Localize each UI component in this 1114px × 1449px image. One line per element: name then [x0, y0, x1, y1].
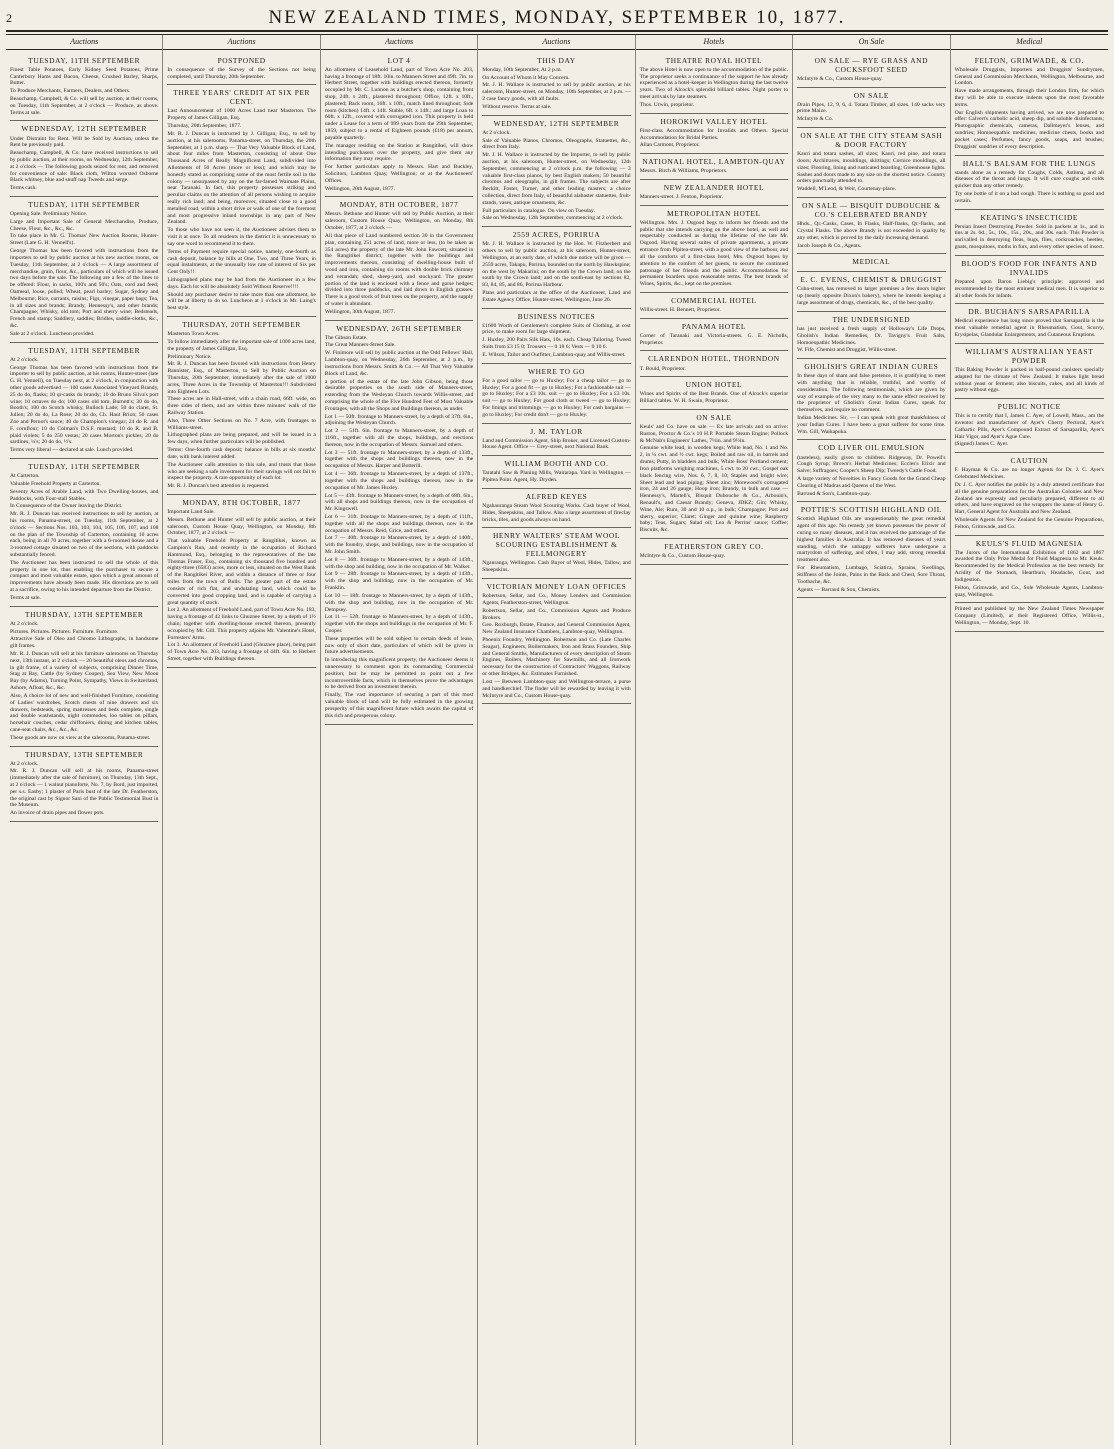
- ad-heading: FELTON, GRIMWADE, & CO.: [974, 55, 1084, 65]
- ad-text: Land and Commission Agent, Ship Broker, and Licensed Custom-House Agent. Office — Grey-street, next National Bank.: [482, 437, 631, 451]
- ad-text: Plans and particulars at the office of the Auctioneer, Land and Estate Agency Office, Hunter-street, Wellington, June 26.: [482, 289, 631, 303]
- advertisement: [482, 227, 630, 308]
- ad-text: (Signed) James C. Ayer.: [954, 441, 1009, 448]
- ad-heading: UNION HOTEL: [685, 380, 743, 390]
- ad-text: Robertson, Sellar, and Co., Commission Agents and Produce Brokers.: [482, 607, 631, 621]
- ad-heading: POSTPONED: [217, 55, 266, 65]
- ad-heading: BLOOD'S FOOD FOR INFANTS AND INVALIDS: [961, 258, 1098, 277]
- ad-text: Finest Table Potatoes, Early Kidney Seed Potatoes, Prime Canterbury Hams and Bacon, Cheese, Crushed Barley, Sharps, Butter.: [10, 66, 159, 87]
- ad-text: Wellington. Mrs. J. Osgood begs to inform her friends and the public that she intends carrying on the above hotel, as well and respectably conducted as during the lifetime of the late Mr. Osgood. Having several suites of private apartments, a private entrance from Pipitea-street, with a good view of the harbour, and all the comforts of a first-class hotel, Mrs. Osgood hopes by attention to the comfort of her guests, to secure the continued patronage of her friends and the public. Accommodation for permanent boarders upon reasonable terms. The best brands of Wines, Spirits, &c., kept on the premises.: [639, 219, 789, 288]
- ad-text: Sale on Wednesday, 12th September, commencing at 2 o'clock.: [482, 215, 624, 222]
- ad-heading: GHOLISH'S GREAT INDIAN CURES: [804, 362, 939, 372]
- ad-text: These goods are now on view at the salerooms, Panama-street.: [10, 734, 151, 741]
- advertisement: [640, 377, 788, 410]
- masthead: [6, 6, 1108, 32]
- ad-text: Messrs. Bethune and Hunter will sell by Public Auction, at their saleroom, Custom House Quay, Wellington, on Monday, 8th October, 1877, at 2 o'clock —: [324, 211, 474, 232]
- ad-text: These properties will be sold subject to certain deeds of lease, now only of short date, particulars of which will be given in future advertisements.: [324, 635, 474, 656]
- ad-text: Important Land Sale.: [167, 508, 215, 515]
- column-header: Hotels: [636, 35, 792, 50]
- ad-heading: J. M. TAYLOR: [530, 426, 583, 436]
- advertisement: [167, 85, 315, 317]
- ad-text: Last Announcement of 1000 Acres Land near Masterton. The Property of James Gilligan, Esq.: [167, 108, 316, 122]
- advertisement: [640, 114, 788, 154]
- advertisement: [10, 197, 158, 343]
- ad-text: Corner of Taranaki and Victoria-streets. G. E. Nicholls, Proprietor.: [639, 332, 789, 346]
- ad-heading: THURSDAY, 13TH SEPTEMBER: [24, 609, 144, 619]
- ad-text: Also, A choice lot of new and well-finished Furniture, consisting of Ladies' wardrobes, Scotch chests of nine drawers and six drawers, bedsteads, spring mattresses and beds complete, single and double washstands, night commodes, loo tables on pillars, horsehair couches, cedar chiffoniers, dining and kitchen tables, cane-seat chairs, &c., &c., &c.: [10, 692, 159, 733]
- ad-text: At 2 o'clock.: [10, 620, 39, 627]
- ad-heading: MEDICAL: [852, 257, 891, 267]
- advertisement: [797, 88, 945, 128]
- ad-heading: E. C. EVENS, CHEMIST & DRUGGIST: [800, 275, 943, 285]
- ad-text: Opening Sale. Preliminary Notice.: [10, 211, 88, 218]
- column-header: Medical: [951, 35, 1108, 50]
- ad-text: Lot 4 — 36ft. frontage to Manners-street, by a depth of 137ft., together with the shops and buildings thereon, now in the occupation of Mr. James Huxley.: [324, 471, 474, 491]
- ad-text: At 2 o'clock.: [10, 356, 39, 363]
- ad-text: Monday, 10th September, At 2 p.m.: [482, 66, 563, 73]
- ad-text: W. Fife, Chemist and Druggist, Willis-street.: [797, 347, 898, 354]
- ad-text: Lot 2. An allotment of Freehold Land, part of Town Acre No. 183, having a frontage of 42 links to Ghuznee Street, by a depth of 1½ chain; together with dwelling-house erected thereon, presently occupied by Mr. Gill. This property adjoins Mr. Valentine's Hotel, Forresters' Arms.: [167, 607, 316, 641]
- ad-heading: MONDAY, 8TH OCTOBER, 1877: [182, 497, 301, 507]
- ad-text: Mr. R. J. Duncan's best attention is requested.: [167, 483, 270, 490]
- ad-text: Seventy Acres of Arable Land, with Two Dwelling-houses, and Paddocks, with Four-stall Stables.: [10, 488, 159, 502]
- ad-heading: THEATRE ROYAL HOTEL: [665, 55, 763, 65]
- ad-heading: ON SALE AT THE CITY STEAM SASH & DOOR FACTORY: [800, 131, 943, 150]
- advertisement: [640, 154, 788, 180]
- ad-text: Our English shipments having arrived, we are now prepared to offer: Calvert's carbolic acid, sheep dip, and soluble disinfectants; Photographic chemicals, cameras, Dallmeyer's lenses, and sundries; Homoeopathic medicines, medicine chests, books and pocket cases; Perfumes, fancy goods, soaps, and brushes; Druggists' sundries of every description.: [954, 109, 1104, 150]
- advertisement: [797, 312, 945, 359]
- advertisement: [955, 304, 1104, 343]
- ad-heading: HALL'S BALSAM FOR THE LUNGS: [962, 158, 1096, 168]
- ad-text: Masterton Town Acres.: [167, 331, 220, 338]
- ad-text: Full particulars in catalogue. On view on Tuesday.: [482, 207, 595, 214]
- advertisement: [482, 364, 630, 424]
- column-3: [321, 35, 478, 1445]
- ad-text: Manners-street. J. Fenton, Proprietor.: [639, 194, 724, 200]
- ad-text: Terms: One-fourth cash deposit; balance in bills at six months' date, with bank interest added.: [167, 447, 316, 460]
- ad-text: The Jurors of the International Exhibition of 1862 and 1867 awarded the Only Prize Medal for Fluid Magnesia to Mr. Keuls. Recommended by the Medical Profession as the best remedy for Acidity of the Stomach, Heartburn, Headache, Gout, and Indigestion.: [954, 549, 1104, 583]
- advertisement: [325, 321, 473, 725]
- column-5: [636, 35, 793, 1445]
- advertisement: [640, 206, 788, 293]
- ad-text: Lot 5 — 43ft. frontage to Manners-street, by a depth of 68ft. 6in., with all shops and buildings thereon, now in the occupation of Mr. Kingswell.: [324, 492, 474, 513]
- ad-text: E. Wilson, Tailor and Outfitter, Lambton-quay and Willis-street.: [482, 351, 626, 358]
- advertisement: [482, 489, 630, 528]
- ad-text: Messrs. Bethune and Hunter will sell by public auction, at their saleroom, Custom House Quay, Wellington, on Monday, 8th October, 1877, at 2 o'clock —: [167, 516, 316, 537]
- ad-text: Try one bottle of it on a bad cough. There is nothing so good and certain.: [954, 191, 1104, 204]
- ad-text: To follow immediately after the important sale of 1000 acres land, the property of James Gilligan, Esq.: [167, 338, 316, 352]
- ad-text: Wellington, 20th August, 1877.: [324, 185, 395, 192]
- ad-heading: TUESDAY, 11TH SEPTEMBER: [28, 462, 141, 472]
- ad-heading: FEATHERSTON GREY CO.: [664, 542, 764, 551]
- ad-heading: COMMERCIAL HOTEL: [671, 295, 757, 305]
- ad-text: Kauri and totara sashes, all sizes; Kauri, red pine, and totara doors; Architraves, mouldings, skirtings; Cornice mouldings, all sizes; Flooring, lining and rusticated boarding; Greenhouse lights. Sashes and doors made to any size on the shortest notice. Country orders punctually attended to.: [797, 151, 946, 185]
- ad-text: All that piece of Land numbered section 30 in the Government plan, containing 251 acres of land, more or less, (to be taken as 354 acres) the property of the late Mr. John Fawcett, situated in the Rangitikei district; together with the buildings and improvements thereon, consisting of dwelling-house built of wood and iron, containing six rooms with double brick chimney and verandah; shed, sheep-yard, and stockyard. The greater portion of the land is enclosed with a fence and gorse hedges; divided into three paddocks, and laid down in English grasses. There is a good stock of fruit trees on the property, and the supply of water is abundant.: [324, 232, 474, 307]
- ad-heading: ALFRED KEYES: [525, 491, 588, 501]
- ad-heading: WEDNESDAY, 26TH SEPTEMBER: [336, 323, 462, 333]
- ad-text: To those who have not seen it, the Auctioneer advises them to visit it at once. To all residents in the district it is unnecessary to say one word to recommend it to them.: [167, 227, 316, 247]
- advertisement: [955, 156, 1104, 210]
- ad-text: In introducing this magnificent property, the Auctioneer deems it unnecessary to comment upon its commanding Commercial position; but he may be permitted to point out a few incontrovertible facts, which in themselves prove the advantages to be derived from an investment therein.: [324, 657, 474, 691]
- ad-heading: 2559 ACRES, PORIRUA: [512, 230, 601, 240]
- ad-text: At 2 o'clock.: [10, 760, 39, 767]
- ad-heading: ON SALE: [696, 412, 732, 422]
- ad-heading: CAUTION: [1010, 456, 1049, 466]
- ad-text: The Auctioneer has been instructed to sell the whole of this property in one lot, thus enabling the purchaser to secure a compact and most valuable estate, upon which a great amount of improvements have already been made. His directions are to sell at a sacrifice, owing to his intended departure from the District.: [10, 559, 159, 594]
- ad-heading: WILLIAM'S AUSTRALIAN YEAST POWDER: [965, 346, 1094, 365]
- ad-text: a portion of the estate of the late John Gibson, being those desirable properties on the south side of Manners-street, extending from the Wesleyan Church towards Willis-street, and comprising the whole of the Five Hundred Feet of Most Valuable Frontages, with all the Shops and Buildings thereon, as under.: [324, 378, 474, 412]
- advertisement: [640, 293, 788, 319]
- advertisement: [955, 399, 1104, 453]
- ad-text: Genuine white lead, in wooden kegs; White lead, No. 1 and No. 2, in ¼ cwt. and ½ cwt. kegs; Boiled and raw oil, in barrels and drums; Putty, in bladders and bulk; White Boss' Portland cement; Iron platforms weighing machines, 5 cwt. to 20 cwt.; Gospel oak black fencing wire, Nos. 6, 7, 8, 10; Staples and bright wire; Sheet lead and lead piping; Sheet zinc; Morewood's corrugated iron, 24 and 26 gauge; Hoop iron; Brandy, in bulk and case — Hennessy's, Martell's, Bisquit Dubouche & Co., Arbouin's, Renault's, and Caesar Brandy; Geneva, JDKZ; Gin; Whisky, Wine, Ale; Rum, 30 and 10 o.p., in bulk; Champagne; Port and sherry, superior; Claret; Ginger and quinine wine; Raspberry baby; Teas, Sugars; Salad oil; Lea & Perrins' sauce; Coffee; Biscuits, &c.: [639, 445, 789, 534]
- advertisement: [325, 197, 473, 320]
- column-header: Auctions: [478, 35, 634, 50]
- newspaper-title: NEW ZEALAND TIMES, MONDAY, SEPTEMBER 10, 1877.: [268, 7, 846, 28]
- ad-heading: NEW ZEALANDER HOTEL: [663, 182, 765, 192]
- ad-text: Lot 3. An allotment of Freehold Land (Ghuznee place), being part of Town Acre No. 203, having a frontage of 44ft. 6in. to Herbert Street, together with Buildings thereon.: [167, 642, 316, 663]
- ad-text: Sale at 2 o'clock. Luncheon provided.: [10, 330, 95, 337]
- ad-text: Terms of Payment require special notice, namely, one-fourth as cash deposit, balance by bills at One, Two, and Three Years, in equal instalments, at the unusually low rate of interest of Six per Cent Only!!: [167, 248, 316, 276]
- column-header: Auctions: [321, 35, 477, 50]
- ad-text: Scottish Highland Oils are unquestionably the great remedial agent of this age. No remedy yet known possesses the power of curing so many diseases, and it has received the patronage of the highest families in Australia. It has removed diseases of years standing, which the unhappy sufferers have undergone a martyrdom of suffering, and often, I may add, strong remedial treatment also.: [797, 516, 946, 564]
- ad-text: Drain Pipes, 12, 9, 6, 4. Totara Timber, all sizes. 140 sacks very prime Maize.: [797, 101, 946, 115]
- ad-text: Wholesale Agents for New Zealand for the Genuine Preparations, Felton, Grimwade, and Co.: [954, 517, 1104, 530]
- ad-heading: ON SALE: [853, 90, 889, 100]
- ad-text: Allan Carmont, Proprietor.: [639, 142, 700, 149]
- ad-text: Wellington, 30th August, 1877.: [324, 308, 395, 315]
- advertisement: [167, 317, 315, 495]
- advertisement: [797, 254, 945, 272]
- ad-heading: THIS DAY: [537, 55, 576, 65]
- ad-heading: TUESDAY, 11TH SEPTEMBER: [28, 200, 141, 209]
- ad-text: Lot 3 — 51ft. frontage to Manners-street, by a depth of 133ft., together with the shops and buildings thereon, now in the occupation of Messrs. Harper and Botterill.: [324, 449, 474, 470]
- column-7: [951, 35, 1108, 1445]
- ad-text: Ngahauranga Steam Wool Scouring Works. Cash buyer of Wool, Hides, Sheepskins, and Tallow. Also a large assortment of fireclay bricks, tiles, and goods always on hand.: [482, 502, 631, 523]
- ad-text: Terms at sale.: [10, 594, 41, 601]
- ad-text: Mr. R. J. Duncan is instructed by J. Gilligan, Esq., to sell by auction, at his salerooms, Panama-street, on Thursday, the 20th September, at 1 p.m. sharp — That Very Valuable Block of Land, about four miles from Masterton, consisting of about One Thousand Acres of Really Magnificent Land, subdivided into Allotments of 50 Acres (more or less); and which may be honestly stated as comprising some of the most fertile soil in the colony — unsurpassed by any on the far-famed Waimate Plains, near Taranaki. In fact, this property possesses striking and peculiar claims on the attention of all persons wishing to acquire really rich land; and being, moreover, situated close to a good metalled road, within a short drive or walk of one of the foremost and most progressive inland townships in any part of New Zealand.: [167, 130, 316, 226]
- ad-text: J. Huxley, 200 Pairs Silk Hats, 10s. each. Cheap Tailoring. Tweed Suits from £3 15 0; Trousers — 0 18 6; Vests — 0 10 6.: [482, 337, 631, 351]
- ad-heading: WEDNESDAY, 12TH SEPTEMBER: [493, 118, 620, 128]
- ad-text: The Auctioneer calls attention to this sale, and trusts that those who are seeking a safe investment for their savings will not fail to inspect the property. A rare opportunity of each lot.: [167, 461, 316, 482]
- ad-text: The manager residing on the Station at Rangitikei, will show intending purchasers over the property, and give them any information they may require.: [324, 142, 474, 163]
- ad-text: Lot 7 — 40ft. frontage to Manners-street, by a depth of 140ft., with the foundry, shops, and buildings, now in the occupation of Mr. John Smith.: [324, 535, 474, 556]
- advertisement: [167, 495, 315, 668]
- advertisement: [10, 607, 158, 747]
- advertisement: [797, 128, 945, 198]
- ad-heading: TUESDAY, 11TH SEPTEMBER: [28, 345, 141, 355]
- ad-text: Large and Important Sale of General Merchandise, Produce, Cheese, Flour, &c., &c., &c.: [10, 218, 159, 232]
- advertisement: [482, 456, 630, 489]
- ad-text: stands alone as a remedy for Coughs, Colds, Asthma, and all diseases of the throat and lungs. It will cure coughs and colds quicker than any other remedy.: [954, 169, 1104, 190]
- ad-heading: NATIONAL HOTEL, LAMBTON-QUAY: [642, 157, 786, 167]
- ad-heading: PANAMA HOTEL: [681, 321, 747, 331]
- advertisement: [482, 53, 630, 116]
- ad-text: McIntyre & Co., Custom House-quay.: [797, 75, 883, 82]
- ad-text: Lot 1 — 50ft. frontage to Manners-street, by a depth of 37ft. 6in., adjoining the Wesleyan Church.: [324, 413, 474, 427]
- ad-text: Pictures. Pictures. Pictures. Furniture. Furniture.: [10, 628, 119, 635]
- advertisement: [955, 453, 1104, 535]
- ad-heading: METROPOLITAN HOTEL: [667, 208, 761, 218]
- ad-text: An invoice of drain pipes and flower pots.: [10, 810, 105, 817]
- column-header: On Sale: [793, 35, 949, 50]
- ad-text: has just received a fresh supply of Holloway's Life Drops, Gholish's Indian Remedies, Dr. Tavigny's Fruit Salts, Homoeopathic Medicines.: [797, 325, 946, 346]
- ad-text: For further particulars apply to Messrs. Hart and Buckley, Solicitors, Lambton Quay, Wellington; or at the Auctioneers' Offices.: [324, 164, 474, 184]
- ad-text: Prepared upon Baron Liebig's principle; approved and recommended by the most eminent medical men. It is superior to all other foods for infants.: [954, 278, 1104, 299]
- ad-text: Lost — Between Lambton-quay and Wellington-terrace, a purse and handkerchief. The finder will be rewarded by leaving it with McIntyre and Co., Custom House-quay.: [482, 678, 631, 699]
- advertisement: [797, 272, 945, 311]
- ad-heading: KEATING'S INSECTICIDE: [980, 212, 1079, 222]
- column-4: [478, 35, 635, 1445]
- ad-heading: THE UNDERSIGNED: [832, 314, 911, 324]
- ad-text: Mr. R. J. Duncan will sell at his rooms, Panama-street (immediately after the sale of furniture), on Thursday, 13th Sept., at 2 o'clock — 1 walnut pianoforte, No. 7, by Bord, just imported, per s.s. Easby; 1 plaster of Paris bust of the late Dr. Featherston, the original cast by Signor Sani of the Public Testimonial Bust in the Museum.: [10, 768, 159, 809]
- advertisement: [482, 579, 630, 704]
- ad-text: Printed and published by the New Zealand Times Newspaper Company (Limited), at their Registered Office, Willis-st., Wellington, — Monday, Sept. 10.: [954, 606, 1104, 626]
- advertisement: [640, 180, 788, 206]
- ad-text: Lithographed plans may be had from the Auctioneer in a few days. Each lot will be absolutely Sold Without Reserve!!!!: [167, 276, 316, 290]
- ad-text: First-class Accommodation for Invalids and Others. Special Accommodation for Bridal Parties.: [639, 127, 789, 141]
- ad-text: (tasteless), easily given to children. Ridgeway, Dr. Powell's Cough Syrup; Brown's Herbal Medicines; Eccles's Elixir and Salve; Suffragoes; Cooper's Sheep Dip; Tweedy's Cattle Food.: [797, 454, 946, 475]
- ad-text: Terms very liberal — declared at sale. Lunch provided.: [10, 447, 134, 454]
- column-1: [6, 35, 163, 1445]
- advertisement: [10, 343, 158, 459]
- advertisement: [955, 53, 1104, 156]
- ad-text: Mr. J. H. Wallace is instructed by the Hon. W. Fitzherbert and others to sell by public auction, at his saleroom, Hunter-street, Wellington, at an early date, of which due notice will be given — 2559 acres, Takapu, Porirua, bounded on the north by Hawkspine; on the west by Makarini; on the south by the Crown land; on the south by the Crown land; and on the south-east by sections 82, 83, 84, 85, and 86, Porirua Harbour.: [482, 241, 631, 289]
- ad-text: Messrs. Birch & Williams, Proprietors.: [639, 168, 728, 175]
- ad-heading: THREE YEARS' CREDIT AT SIX PER CENT.: [173, 88, 311, 107]
- ad-text: Terms cash.: [10, 185, 37, 192]
- ad-text: Beauchamp, Campbell, & Co. have received instructions to sell by public auction, at their rooms, on Wednesday, 12th September, at 2 o'clock — The following goods seized for rent, and removed for convenience of sale: Black cloth, Wilton worsted Osborne Black whitney, blue and snuff nap Tweeds and serge.: [10, 150, 159, 184]
- ad-text: Have made arrangements, through their London firm, for which they will be able to execute indents upon the most favorable terms.: [954, 88, 1104, 108]
- ad-text: Lithographed plans are being prepared, and will be issued in a few days, when further particulars will be published.: [167, 432, 316, 446]
- advertisement: [955, 256, 1104, 305]
- advertisement: [797, 53, 945, 88]
- ad-text: Jacob Joseph & Co., Agents.: [797, 242, 862, 249]
- ad-heading: MONDAY, 8TH OCTOBER, 1877: [339, 200, 459, 210]
- advertisement: [797, 198, 945, 254]
- advertisement: [325, 53, 473, 198]
- ad-text: Lot 10 — 18ft. frontage to Manners-street, by a depth of 143ft., with the shop and building, now in the occupation of Mr. Dempsey.: [324, 592, 474, 613]
- ad-text: To Produce Merchants, Farmers, Dealers, and Others.: [10, 88, 131, 95]
- ad-heading: DR. BUCHAN'S SARSAPARILLA: [968, 307, 1091, 317]
- ad-text: Persian Insect Destroying Powder. Sold in packets at 1s., and in tins at 2s. 6d., 5s., 10s., 15s., 20s., and 30s. each. This Powder is unrivalled in destroying fleas, bugs, flies, cockroaches, beetles, gnats, mosquitoes, moths in furs, and every other species of insect.: [954, 223, 1105, 251]
- advertisement: [482, 116, 630, 228]
- ad-heading: VICTORIAN MONEY LOAN OFFICES: [486, 582, 627, 592]
- ad-text: Mr. J. H. Wallace is instructed by the Importer, to sell by public auction, at his saleroom, Hunter-street, on Wednesday, 12th September, commencing at 2 o'clock p.m. the following — 3 valuable first-class pianos, by best English makers; 50 beautiful chromos and oleographs, in gilt frames. The subjects are after Beckitt, Foster, Turner, and other leading masters; a choice collection, direct from Italy, of beautiful alabaster statuettes, fruit-stands, vases, antique ornaments, &c.: [482, 152, 631, 206]
- advertisement: [955, 344, 1104, 399]
- ad-text: For Rheumatism, Lumbago, Sciatica, Sprains, Swellings, Stiffness of the Joints, Pains in the Back and Chest, Sore Throat, Toothache, &c.: [797, 565, 946, 585]
- ad-text: Without reserve. Terms at sale.: [482, 103, 552, 110]
- advertisement: [10, 459, 158, 607]
- ad-text: Robertson, Sellar, and Co., Money Lenders and Commission Agents, Featherston-street, Wellington.: [482, 593, 631, 606]
- ad-text: McIntyre & Co., Custom House-quay.: [639, 553, 726, 560]
- ad-text: The above Hotel is now open to the accommodation of the public. The proprietor seeks a continuance of the support he has already experienced as a hotel-keeper in Wellington during the last twelve years. Two of Alcock's splendid billiard tables. Night porter to meet arrivals by late steamers.: [639, 66, 789, 101]
- advertisement: [955, 536, 1104, 604]
- column-grid: [6, 34, 1108, 1445]
- ad-heading: COD LIVER OIL EMULSION: [818, 443, 925, 453]
- ad-heading: LOT 4: [387, 55, 411, 65]
- ad-text: T. Bould, Proprietor.: [639, 365, 686, 372]
- advertisement: [167, 53, 315, 86]
- ad-heading: THURSDAY, 13TH SEPTEMBER: [24, 749, 144, 759]
- ad-text: Medical experience has long since proved that Sarsaparilla is the most valuable remedial agent in Rheumatism, Gout, Scurvy, Erysipelas, Glandular Enlargements, and Cutaneous Eruptions.: [954, 318, 1104, 339]
- ad-text: Keuls' and Co. have on sale — Ex late arrivals and on arrive: Ruston, Proctor & Co.'s 10 H.P. Portable Steam Engine; Pollock & McNab's Engineers' Lathes, 7½in. and 9½in.: [639, 424, 789, 444]
- advertisement: [10, 121, 158, 197]
- ad-text: Lot 2 — 51ft. 6in. frontage to Manners-street, by a depth of 116ft., together with all the shops, buildings, and erections thereon, now in the occupation of Messrs. Samuel and others.: [324, 428, 474, 448]
- ad-text: Hhds., Qr.-Casks, Cases, In Flasks, Half-flasks, Qr.-flasks, and Crystal Flasks. The above Brandy is not exceeded in quality by any other, which is proved by the daily increasing demand.: [797, 221, 946, 241]
- ad-text: McIntyre & Co.: [797, 116, 834, 123]
- ad-text: In Consequence of the Owner leaving the District.: [10, 503, 123, 510]
- ad-text: Sale of Valuable Pianos, Chromos, Oleographs, Statuettes, &c., direct from Italy.: [482, 137, 631, 151]
- ad-text: Cuba-street, has removed to larger premises a few doors higher up (nearly opposite Dixon's bakery), where he intends keeping a large assortment of drugs, chemicals, &c., of the best quality.: [797, 286, 946, 307]
- ad-text: George Thomas has been favored with instructions from the importers to sell by public auction at his new auction rooms, on Tuesday, 11th September, at 2 o'clock — A large assortment of merchandise, grain, flour, &c., particulars of which will be issued two days before the sale. The following are a few of the lines to be offered: Flour, in sacks, 100's and 50's; Oats, cord and feed; Oatmeal, loose, polled; Wheat, pearl barley; Sugar, Sydney and Melbourne; Rice, currants, raisins; Figs, vinegar, paper bags; Tea, in all sizes and brands; Brandy, Hennessy's, and other brands; Champagne; Whisky, old tom; Port and sherry wine; Bedsteads, French and stamp; Saddlery, saddles; Bridles, saddle-cloths, &c., &c.: [10, 248, 159, 330]
- page-number: 2: [6, 10, 12, 25]
- ad-text: £1600 Worth of Gentlemen's complete Suits of Clothing, at cost price, to make room for large shipment.: [482, 322, 631, 336]
- ad-text: A large variety of Novelties in Fancy Goods for the Grand Cheap Clearing of Madras and Queens of the West.: [797, 475, 946, 489]
- ad-text: Under Distraint for Rent. Will be Sold by Auction, unless the Rent be previously paid.: [10, 135, 159, 149]
- ad-text: These acres are in Hall-street, with a chain road, 66ft. wide, on three sides of them, and are within three minutes' walk of the Railway Station.: [167, 396, 316, 416]
- ad-heading: THURSDAY, 20TH SEPTEMBER: [182, 320, 301, 330]
- ad-text: On Account of Whom it May Concern.: [482, 74, 570, 81]
- ad-text: This is to certify that I, James C. Ayer, of Lowell, Mass., am the inventor and manufacturer of Ayer's Cherry Pectoral, Ayer's Cathartic Pills, Ayer's Compound Extract of Sarsaparilla, Ayer's Hair Vigor, and Ayer's Ague Cure.: [954, 413, 1104, 440]
- ad-text: To take place in Mr. G. Thomas' New Auction Rooms, Hunter-Street (Late G. H. Vennell's).: [10, 233, 159, 247]
- ad-heading: WHERE TO GO: [528, 366, 585, 376]
- advertisement: [482, 424, 630, 457]
- advertisement: [955, 603, 1104, 631]
- ad-text: W. Finimore will sell by public auction at the Odd Fellows' Hall, Lambton-quay, on Wednesday, 26th September, at 2 p.m., by instructions from Messrs. Smith & Co. — All That Very Valuable Block of Land, &c.: [324, 350, 474, 377]
- ad-text: Also, Three Other Sections on No. 7 Acre, with frontages to Williams-street.: [167, 417, 316, 431]
- advertisement: [640, 351, 788, 377]
- ad-text: Barraud & Son's, Lambton-quay.: [797, 490, 871, 497]
- advertisement: [640, 410, 788, 539]
- column-6: [793, 35, 950, 1445]
- advertisement: [797, 359, 945, 440]
- advertisement: [482, 309, 630, 364]
- ad-text: George Thomas has been favored with instructions from the importer to sell by public auction, at his rooms, Hunter-street (late G. H. Vennell), on Tuesday next, at 2 o'clock, in conjunction with other goods advertised — 100 cases Associated Vineyard Brandy, 25 do do, flasks; 10 qr-casks do brandy; 10 do Bruno Silva's port wine; 10 octaves do do; 100 cases old tom, Burnett's; 30 do do, Booth's; 100 do Scotch whisky, Bulloch Lade; 50 do claret, St. Julien; 20 do do, La Rose; 20 do do, Ch. Haut Brion; 50 cases Zoe and Pernot's sauce; 40 do Champion's vinegar; 24 do R. and F. cornflour; 10 do Colman's D.S.F. mustard; 10 do R. and B. plaid violets; 5 do 250 vestas; 20 cases Morton's pickles; 20 do sardines, ¼'s; 20 do do, ½'s.: [10, 364, 159, 446]
- ad-heading: KEULS'S FLUID MAGNESIA: [975, 538, 1083, 548]
- ad-text: Indian Medicines. Sir, — I can speak with great thankfulness of your Indian Cures. I have been a great sufferer for some time. Wm. Gill, Waikapuka.: [797, 415, 946, 435]
- advertisement: [640, 539, 788, 565]
- ad-heading: WEDNESDAY, 12TH SEPTEMBER: [21, 124, 148, 134]
- ad-text: Preliminary Notice.: [167, 353, 212, 360]
- ad-heading: TUESDAY, 11TH SEPTEMBER: [28, 55, 141, 65]
- ad-text: Taratahi Saw & Planing Mills, Wairarapa. Yard in Wellington — Pipitea Point. Agent, Hy. Dryden.: [482, 470, 631, 484]
- ad-text: Mr. R. J. Duncan will sell at his furniture salerooms on Thursday next, 13th instant, at 2 o'clock — 20 beautiful oleos and chromos, in gilt frame, of a variety of subjects, comprising Dinner Time, Stag at Bay, Cattle (by Sydney Cooper), Sea View, New Moon Bay (by Adams), Turning Point, Sympathy, Views in Switzerland, Ashore, Afloat, &c., &c.: [10, 651, 159, 692]
- column-header: Auctions: [6, 35, 162, 50]
- advertisement: [640, 319, 788, 352]
- ad-text: Felton, Grimwade, and Co., Sole Wholesale Agents, Lambton-quay, Wellington.: [954, 584, 1104, 598]
- ad-text: At Carterton.: [10, 473, 40, 480]
- ad-text: Lot 11 — 52ft. frontage to Manners-street, by a depth of 143ft., together with the shops and buildings in the occupation of Mr. F. Cooper.: [324, 614, 474, 634]
- column-2: [163, 35, 320, 1445]
- ad-heading: PUBLIC NOTICE: [997, 402, 1061, 412]
- ad-text: Valuable Freehold Property at Carterton.: [10, 480, 101, 487]
- ad-heading: ON SALE — BISQUIT DUBOUCHE & CO.'S CELEBRATED BRANDY: [802, 201, 941, 220]
- ad-heading: WILLIAM BOOTH AND CO.: [504, 459, 609, 469]
- advertisement: [482, 528, 630, 579]
- ad-text: Thos. Urwin, proprietor.: [639, 101, 695, 108]
- ad-text: Lot 9 — 28ft. frontage to Manners-street, by a depth of 143ft., with the shop and building, now in the occupation of Mr. Franklin.: [324, 571, 474, 592]
- ad-text: Lot 8 — 36ft. frontage to Manners-street, by a depth of 143ft., with the shop and building, now in the occupation of Mr. Walker.: [324, 556, 474, 570]
- ad-text: Geo. Roxburgh, Estate, Finance, and General Commission Agent, New Zealand Insurance Chambers, Lambton-quay, Wellington.: [482, 622, 631, 636]
- ad-text: Attractive Sale of Oleo and Chromo Lithographs, in handsome gilt frames.: [10, 636, 159, 650]
- ad-text: That valuable Freehold Property at Rangitikei, known as Campion's Run, and recently in the occupation of Richard Hammond, Esq., belonging to the representatives of the late Thomas Fraser, Esq., containing six thousand five hundred and eighty-three (6583) acres, more or less, situated on the West Bank of the Rangitikei River, and within a distance of three or four miles from the town of Bulls. The greater part of the estate consists of rich flat, and undulating land, which could be converted into good cropping land, and is capable of carrying a great quantity of stock.: [167, 538, 316, 606]
- ad-heading: BUSINESS NOTICES: [517, 311, 596, 321]
- ad-text: This Baking Powder is packed in half-pound canisters specially adapted for the climate of New Zealand. It makes light bread without yeast or ferment; also biscuits, cakes, and all kinds of pastry without eggs.: [954, 366, 1104, 394]
- advertisement: [797, 440, 945, 502]
- advertisement: [10, 53, 158, 122]
- ad-text: Ngauranga, Wellington. Cash Buyer of Wool, Hides, Tallow, and Sheepskins.: [482, 560, 631, 574]
- ad-text: Mr. R. J. Duncan has received instructions to sell by auction, at his rooms, Panama-street, on Tuesday, 11th September, at 2 o'clock — Sections Nos. 103, 103, 104, 105, 106, 107, and 108 on the plan of the Township of Carterton, containing 10 acres each, being in all 70 acres, together with a 6-roomed house and a 3-roomed cottage situated on two of the sections, with paddocks substantially fenced.: [10, 511, 159, 559]
- ad-text: The Gibson Estate.: [324, 334, 368, 341]
- ad-text: Mr. R. J. Duncan has been favored with instructions from Henry Bannister, Esq., of Masterton, to Sell by Public Auction on Thursday, 20th September, immediately after the sale of 1000 acres, Three Acres in the Township of Masterton!!! Subdivided into Eighteen Lots.: [167, 361, 316, 395]
- ad-text: The Great Manners-Street Sale.: [324, 342, 396, 349]
- ad-text: Agents — Barraud & Son, Chemists.: [797, 586, 881, 593]
- ad-text: In these days of sham and false pretence, it is gratifying to meet with anything that is reliable, truthful, and worthy of consideration. The following testimonials, which are given by way of example of the very many to the same effect received by the proprietor of Gholish's Great Indian Cures, speak for themselves, and require no comment.: [797, 373, 946, 414]
- ad-heading: HOROKIWI VALLEY HOTEL: [660, 116, 768, 126]
- ad-text: Phoenix Foundry, Wellington. Robertson and Co. (Late Charles Seagar), Engineers, Boilermakers, Iron and Brass Founders, Ship and General Smiths, Manufacturers of every description of Steam Engines, Boilers, Machinery for Sawmills, and all Ironwork necessary for the construction of Contractors' Waggons, Railway or other Bridges, &c. Estimates Furnished.: [482, 637, 631, 678]
- column-header: Auctions: [163, 35, 319, 50]
- ad-text: For a good tailor — go to Huxley; For a cheap tailor — go to Huxley; For a good fit — go to Huxley; For a fashionable suit — go to Huxley; For a £3 10s. suit — go to Huxley; For a £3 10s. suit — go to Huxley; For good cloth or tweed — go to Huxley; For linings and trimmings — go to Huxley; For cash bargains — go to Huxley; For credit don't — go to Huxley.: [482, 377, 631, 418]
- ad-text: At 2 o'clock.: [482, 129, 511, 136]
- advertisement: [640, 53, 788, 114]
- advertisement: [797, 502, 945, 598]
- ad-text: Willis-street. H. Bennett, Proprietor.: [639, 307, 721, 313]
- ad-text: In consequence of the Survey of the Sections not being completed, until Thursday, 20th September.: [167, 66, 316, 80]
- ad-heading: POTTIE'S SCOTTISH HIGHLAND OIL: [800, 505, 942, 515]
- ad-text: Wholesale Druggists, Importers and Druggists' Sundrymen, General and Commission Merchants, Wellington, Melbourne, and London.: [954, 66, 1104, 87]
- ad-text: Waddell, M'Leod, & Weir, Courtenay-place.: [797, 186, 897, 193]
- ad-text: Mr. J. H. Wallace is instructed to sell by public auction, at his saleroom, Hunter-street, on Monday, 10th September, at 2 p.m. — 2 case fancy goods, with all faults.: [482, 82, 631, 103]
- ad-text: Should any purchaser desire to take more than one allotment, he will be at liberty to do so. Luncheon at 1 o'clock in Mr. Laing's best style.: [167, 291, 316, 312]
- ad-text: Beauchamp, Campbell, & Co. will sell by auction, at their rooms, on Tuesday, 11th September, at 2 o'clock — Produce, as above. Terms at sale.: [10, 96, 159, 116]
- advertisement: [955, 210, 1104, 256]
- ad-text: Dr. J. C. Ayer notifies the public by a duly attested certificate that all the genuine preparations for the Australian Colonies and New Zealand are expressly and peculiarly prepared, different to all others, and have engraved on the wrappers the name of Henry G. Hart, General Agent for Australia and New Zealand.: [954, 481, 1104, 516]
- ad-text: Lot 6 — 31ft. frontage to Manners-street, by a depth of 111ft., together with all the shops and buildings thereon, now in the occupation of Messrs. Reid, Grice, and others.: [324, 513, 474, 534]
- advertisement: [10, 747, 158, 823]
- ad-heading: HENRY WALTERS' STEAM WOOL SCOURING ESTABLISHMENT & FELLMONGERY: [492, 531, 620, 559]
- ad-text: Wines and Spirits of the Best Brands. One of Alcock's superior Billiard tables. W. H. Swain, Proprietor.: [639, 391, 789, 405]
- ad-text: An allotment of Leasehold Land, part of Town Acre No. 203, having a frontage of 18ft. 10in. to Manners Street and 49ft. 7in. to Herbert Street, together with buildings erected thereon, formerly occupied by Mr. C. Lunnon as a butcher's shop, containing front shop, 24ft. x 24ft., plastered throughout; Office, 12ft. x 10ft., plastered; Back room, 16ft. x 10ft., match lined throughout; Side room (kitchen) 14ft. x 14ft. Stable, 6ft. x 14ft.; and large Loan to 60ft. x 12ft., covered with corrugated iron. This property is held under a Lease for a term of 999 years from the 29th September, 1859, subject to a rental of Eighteen pounds (£18) per annum, payable quarterly.: [324, 66, 474, 141]
- ad-heading: ON SALE — RYE GRASS AND COCKSFOOT SEED: [814, 55, 929, 74]
- ad-text: Thursday, 20th September, 1877.: [167, 123, 242, 130]
- ad-heading: CLARENDON HOTEL, THORNDON: [648, 354, 780, 364]
- ad-text: Finally, The vast importance of securing a part of this most valuable block of land will be fully estimated in the growing prosperity of this magnificent future which awaits the capital of this rich and prosperous colony.: [324, 692, 474, 719]
- ad-text: F. Hayman & Co. are no longer Agents for Dr. J. C. Ayer's Celebrated Medicines.: [954, 467, 1104, 481]
